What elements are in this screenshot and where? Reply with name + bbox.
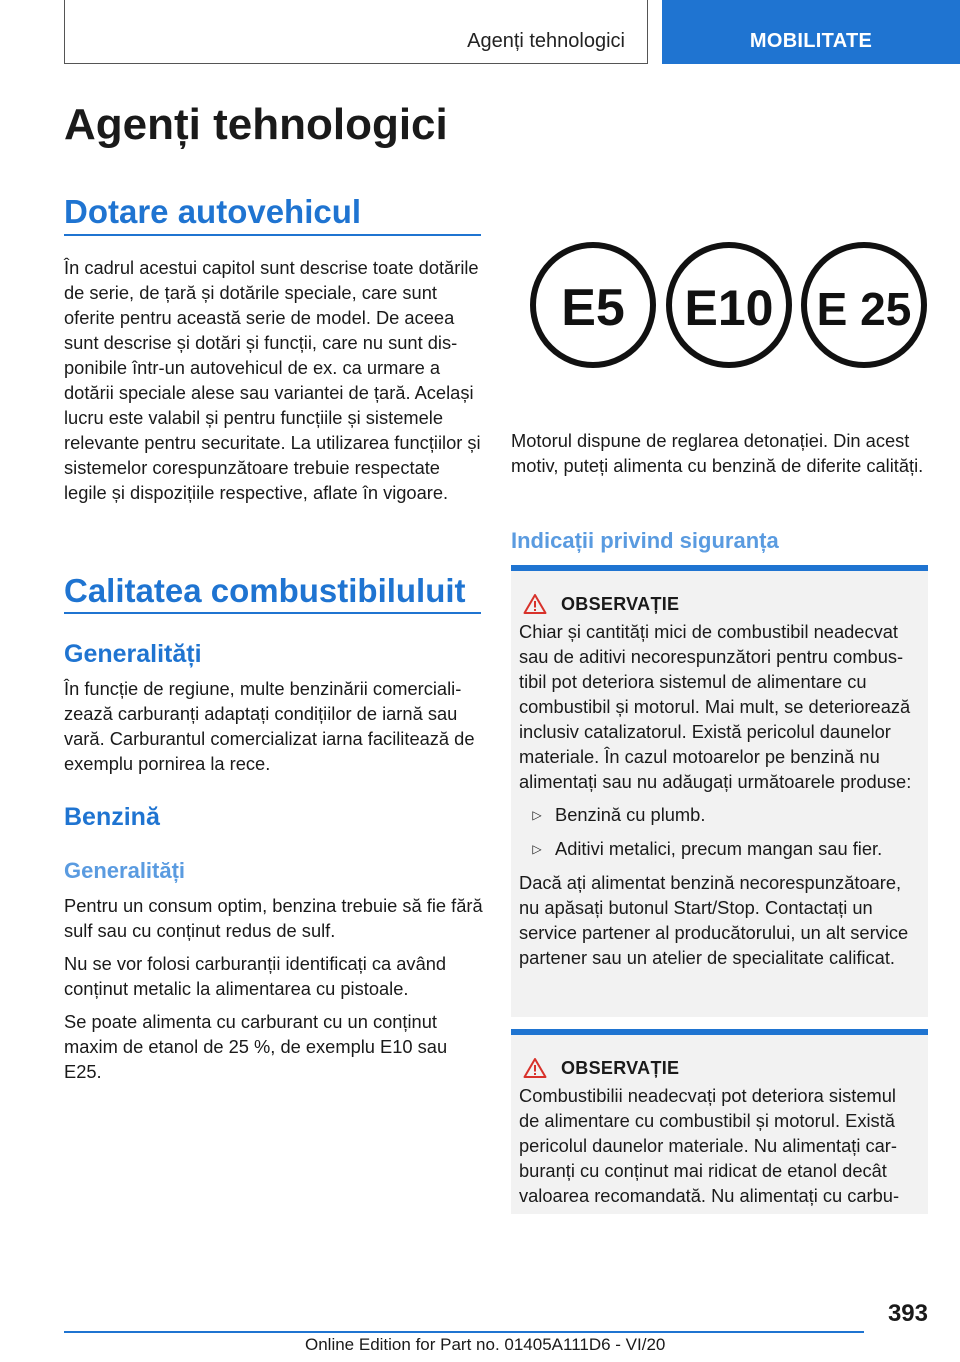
paragraph-benzina-1: Pentru un consum optim, benzina trebuie să fie fără sulf sau cu conținut redus de sulf. [64, 895, 483, 941]
heading-dotare: Dotare autovehicul [64, 193, 362, 230]
list-item: ▷ Benzină cu plumb. [519, 802, 920, 828]
header-tab-mobilitate: MOBILITATE [662, 0, 960, 64]
warning-icon [523, 593, 547, 615]
bullet-triangle-icon: ▷ [532, 842, 542, 856]
notice-title: OBSERVAȚIE [561, 1057, 680, 1078]
paragraph-dotare: În cadrul acestui capitol sunt descrise toate dotările de serie, de țară și dotările speciale, care sunt oferite pentru această serie de model. De aceea sunt descrise și dotări și funcții, care nu sunt disponibile într-un autovehicul de ex. ca urmare a dotării speciale alese sau variantei de țară. Același lucru este valabil și pentru funcțiile și sistemele relevante pentru securitate. La utilizarea funcțiilor și sistemelor corespunzătoare trebuie respectate legile și dispozițiile respective, aflate în vigoare. [64, 257, 481, 503]
heading-benzina-generalitati: Generalități [64, 858, 186, 883]
svg-text:E 25: E 25 [816, 283, 912, 335]
footer-edition: Online Edition for Part no. 01405A111D6 - VI/20 [305, 1335, 666, 1354]
header-frame [64, 0, 648, 64]
paragraph-benzina-2: Nu se vor folosi carburanții identificați ca având conținut metalic la alimentarea cu pistoale. [64, 953, 447, 999]
footer-rule [64, 1331, 864, 1333]
paragraph-benzina-3: Se poate alimenta cu carburant cu un conținut maxim de etanol de 25 %, de exemplu E10 sau E25. [64, 1011, 448, 1082]
notice-box-1 [511, 565, 928, 1017]
fuel-label-e10 [669, 245, 789, 365]
paragraph-motor: Motorul dispune de reglarea detonației. Din acest motiv, puteți alimenta cu benzină de diferite calități. [511, 430, 924, 476]
heading-calitatea: Calitatea combustibiluluit [64, 572, 466, 609]
notice-text: Chiar și cantități mici de combustibil neadecvat sau de aditivi necorespunzători pentru combustibil pot deteriora sistemul de alimentare cu combustibil și motorul. Mai mult, se deteriorează inclusiv catalizatorul. Există pericolul daunelor materiale. În cazul motoarelor pe benzină nu alimentați sau nu adăugați următoarele produse: [519, 621, 912, 792]
heading-safety: Indicații privind siguranța [511, 528, 779, 553]
notice-text: Combustibilii neadecvați pot deteriora sistemul de alimentare cu combustibil și motorul. Există pericolul daunelor materiale. Nu alimentați carburanți cu conținut mai ridicat de etanol decât valoarea recomandată. Nu alimentați cu carbu- [519, 1085, 900, 1206]
svg-text:E5: E5 [561, 279, 625, 337]
notice-list [519, 802, 920, 862]
warning-icon [523, 1057, 547, 1079]
bullet-triangle-icon: ▷ [532, 808, 542, 822]
page-title: Agenți tehnologici [64, 100, 448, 149]
heading-benzina: Benzină [64, 803, 160, 831]
rule-dotare [64, 234, 481, 236]
list-item: ▷ Aditivi metalici, precum mangan sau fier. [519, 836, 920, 862]
page-number: 393 [887, 1300, 928, 1327]
notice-text-2: Dacă ați alimentat benzină necorespunzătoare, nu apăsați butonul Start/Stop. Contactați un service partener al producătorului, un alt service partener sau un atelier de specialitate calificat. [519, 872, 909, 968]
heading-generalitati: Generalități [64, 640, 202, 668]
rule-calitatea [64, 612, 481, 614]
svg-text:E10: E10 [684, 280, 774, 336]
notice-title: OBSERVAȚIE [561, 593, 680, 614]
notice-box-2 [511, 1029, 928, 1214]
header-section-title: Agenți tehnologici [467, 30, 625, 52]
fuel-label-e5 [533, 245, 653, 365]
fuel-label-e25 [804, 245, 924, 365]
fuel-labels-figure [515, 238, 929, 398]
paragraph-generalitati: În funcție de regiune, multe benzinării comercializează carburanți adaptați condițiilor de iarnă sau vară. Carburantul comercializat iarna facilitează de exemplu pornirea la rece. [64, 678, 475, 774]
